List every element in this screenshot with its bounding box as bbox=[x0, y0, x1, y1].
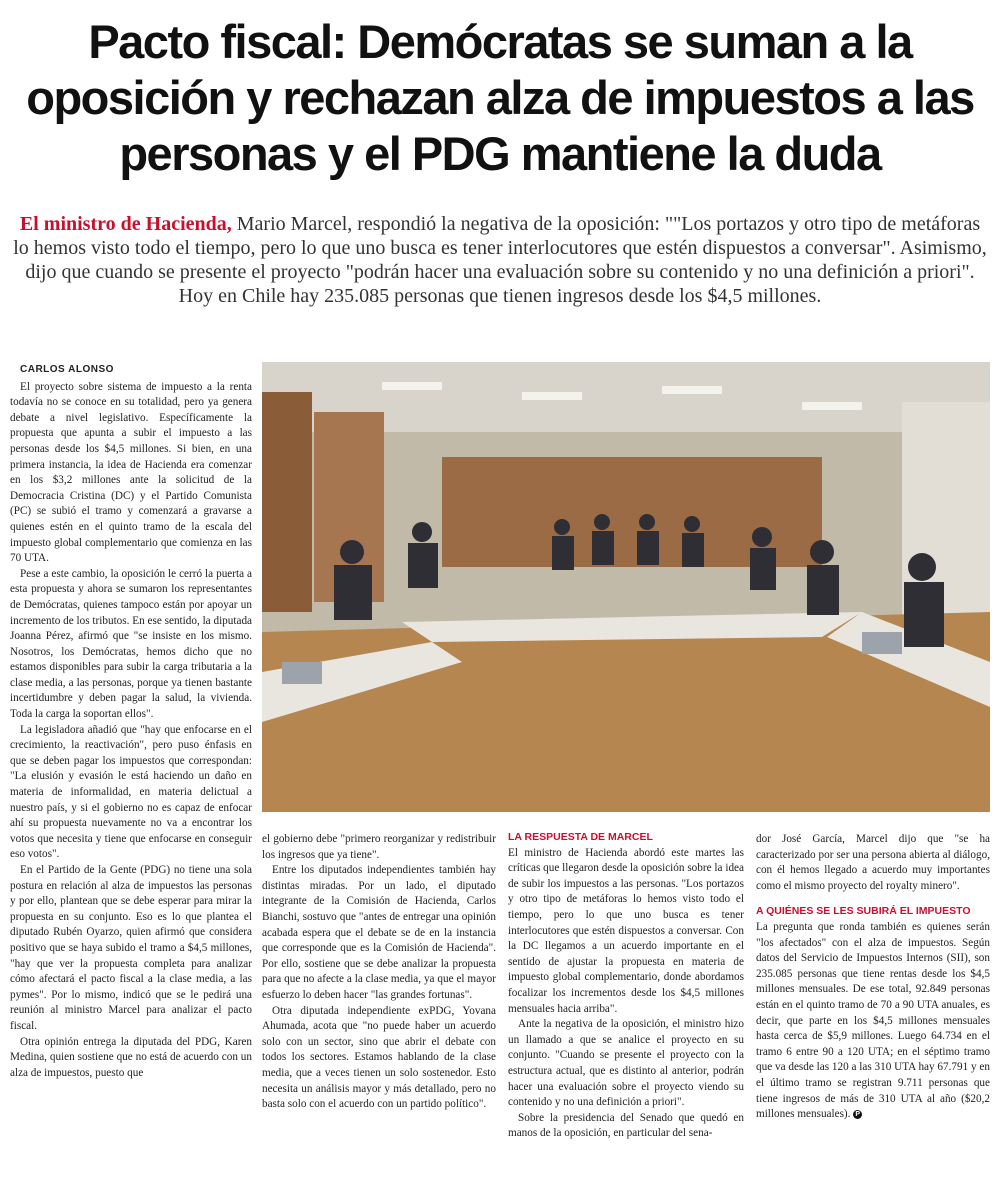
lead-text: Mario Marcel, respondió la negativa de la oposición: ""Los portazos y otro tipo de metáforas lo hemos visto todo el tiempo, pero lo que uno busca es tener interlocutores que estén dispuestos a conversar". Asimismo, dijo que cuando se presente el proyecto "podrán hacer una evaluación sobre su contenido y no una definición a priori". Hoy en Chile hay 235.085 personas que tienen ingresos desde los $4,5 millones. bbox=[13, 213, 987, 307]
meeting-room-illustration bbox=[262, 362, 990, 812]
column-3 bbox=[508, 830, 744, 1142]
body-paragraph: El ministro de Hacienda abordó este martes las críticas que llegaron desde la oposición sobre la idea de subir los impuestos a las personas. "Los portazos y otro tipo de metáforas lo hemos visto todo el tiempo, pero lo que uno busca es tener interlocutores que estén dispuestos a conversar. Con la DC llegamos a un acuerdo importante en el sentido de ajustar la propuesta en materia de impuesto global complementario, donde abordamos focalizar los incrementos desde los $4,5 millones mensuales hacia arriba". bbox=[508, 846, 744, 1015]
body-paragraph: dor José García, Marcel dijo que "se ha caracterizado por ser una persona abierta al diálogo, con él hemos llegado a acuerdo muy importantes como el mismo proyecto del royalty minero". bbox=[756, 833, 990, 892]
body-paragraph: Ante la negativa de la oposición, el ministro hizo un llamado a que se analice el proyecto en su conjunto. "Cuando se presente el proyecto con la estructura actual, que es distinto al anterior, podrán hacer una evaluación sobre el proyecto viendo su contenido y no una definición a priori". bbox=[508, 1018, 744, 1109]
headline: Pacto fiscal: Demócratas se suman a la oposición y rechazan alza de impuestos a las personas y el PDG mantiene la duda bbox=[26, 15, 974, 180]
subhead-who-pays: A QUIÉNES SE LES SUBIRÁ EL IMPUESTO bbox=[756, 905, 971, 918]
end-mark-icon: P bbox=[853, 1110, 862, 1119]
body-paragraph: el gobierno debe "primero reorganizar y redistribuir los ingresos que ya tiene". bbox=[262, 833, 496, 861]
lead-paragraph bbox=[12, 212, 988, 308]
column-1 bbox=[10, 362, 252, 1081]
body-paragraph: En el Partido de la Gente (PDG) no tiene una sola postura en relación al alza de impuestos las personas y por ello, plantean que se debe esperar para mirar la propuesta en su conjunto. Eso es lo que plantea el diputado Rubén Oyarzo, quien afirmó que considera positivo que se haya subido el tramo a $4,5 millones, "hay que ver la propuesta completa para analizar cómo afectará el pacto fiscal a la clase media, a las pymes". Por lo mismo, indicó que se le pedirá una reunión al ministro Marcel para analizar el pacto fiscal. bbox=[10, 864, 252, 1032]
body-paragraph: Sobre la presidencia del Senado que quedó en manos de la oposición, en particular del sena- bbox=[508, 1111, 744, 1140]
committee-meeting-photo bbox=[262, 362, 990, 812]
body-paragraph: Otra opinión entrega la diputada del PDG, Karen Medina, quien sostiene que no está de acuerdo con un alza de impuestos, puesto que bbox=[10, 1035, 252, 1079]
lead-kicker: El ministro de Hacienda, bbox=[19, 213, 232, 235]
body-paragraph: Pese a este cambio, la oposición le cerró la puerta a esta propuesta y ahora se sumaron los representantes de Demócratas, quienes tampoco están por apoyar un incremento de los tributos. En ese sentido, la diputada Joanna Pérez, afirmó que "se insiste en los mismo. Nosotros, los Demócratas, hemos dicho que no estamos disponibles para subir la carga tributaria a la clase media, a las personas, porque ya tienen bastante incertidumbre y deben pagar la salud, la vivienda. Toda la carga la soportan ellos". bbox=[10, 567, 252, 721]
column-2 bbox=[262, 832, 496, 1113]
column-4 bbox=[756, 832, 990, 1123]
byline: CARLOS ALONSO bbox=[20, 364, 114, 375]
body-paragraph: La pregunta que ronda también es quienes serán "los afectados" con el alza de impuestos. Según datos del Servicio de Impuestos Internos (SII), son 235.085 personas que tiene rentas desde los $4,5 millones mensuales. De ese total, 92.849 personas están en el quinto tramo de 70 a 90 UTA anuales, es decir, que parte en los $4,5 millones mensuales hasta cerca de $5,9 millones. Luego 64.734 en el tramo 6 entre 90 a 120 UTA; en el séptimo tramo que va desde las 120 a las 310 UTA hay 67.791 y en el último tramo se registran 9.711 personas que tiene ingresos de más de 310 UTA al año ($20,2 millones mensuales). P bbox=[756, 920, 990, 1121]
body-paragraph: El proyecto sobre sistema de impuesto a la renta todavía no se conoce en su totalidad, pero ya genera debate a nivel legislativo. Específicamente la propuesta que apunta a subir el impuesto a las personas desde los $4,5 millones. Si bien, en una primera instancia, la idea de Hacienda era comenzar en los $3,2 millones ante la solicitud de la Democracia Cristina (DC) y el Partido Comunista (PC) se subió el tramo y comenzará a gravarse a quienes estén en el quinto tramo de la escala del impuesto global complementario que comienza en las 70 UTA. bbox=[10, 380, 252, 565]
body-paragraph: La legisladora añadió que "hay que enfocarse en el crecimiento, la reactivación", pero puso énfasis en que se deben pagar los impuestos que correspondan: "La elusión y evasión le está haciendo un daño en materia de informalidad, en materia delictual a nuestro país, y si el gobierno no es capaz de enfocar ahí su propuesta nuevamente no va a encontrar los votos que necesita y tiene que enfocarse en conseguir eso votos". bbox=[10, 723, 252, 861]
body-paragraph: Entre los diputados independientes también hay distintas miradas. Por un lado, el diputado integrante de la Comisión de Hacienda, Carlos Bianchi, sostuvo que "antes de entregar una opinión acabada espera que el debate se de en la instancia que corresponde que es la Comisión de Hacienda". Por ello, sostiene que se debe analizar la propuesta para que no afecte a la clase media, ya que el mayor esfuerzo lo deben hacer "las grandes fortunas". bbox=[262, 864, 496, 1001]
body-paragraph: Otra diputada independiente exPDG, Yovana Ahumada, acota que "no puede haber un acuerdo solo con un sector, sino que abrir el debate con todos los sectores. Estamos hablando de la clase media, que a veces tienen un solo sostenedor. Esto necesita un análisis mayor y más detallado, pero no basta solo con el acuerdo con un partido político". bbox=[262, 1004, 496, 1111]
subhead-marcel-response: LA RESPUESTA DE MARCEL bbox=[508, 831, 653, 843]
